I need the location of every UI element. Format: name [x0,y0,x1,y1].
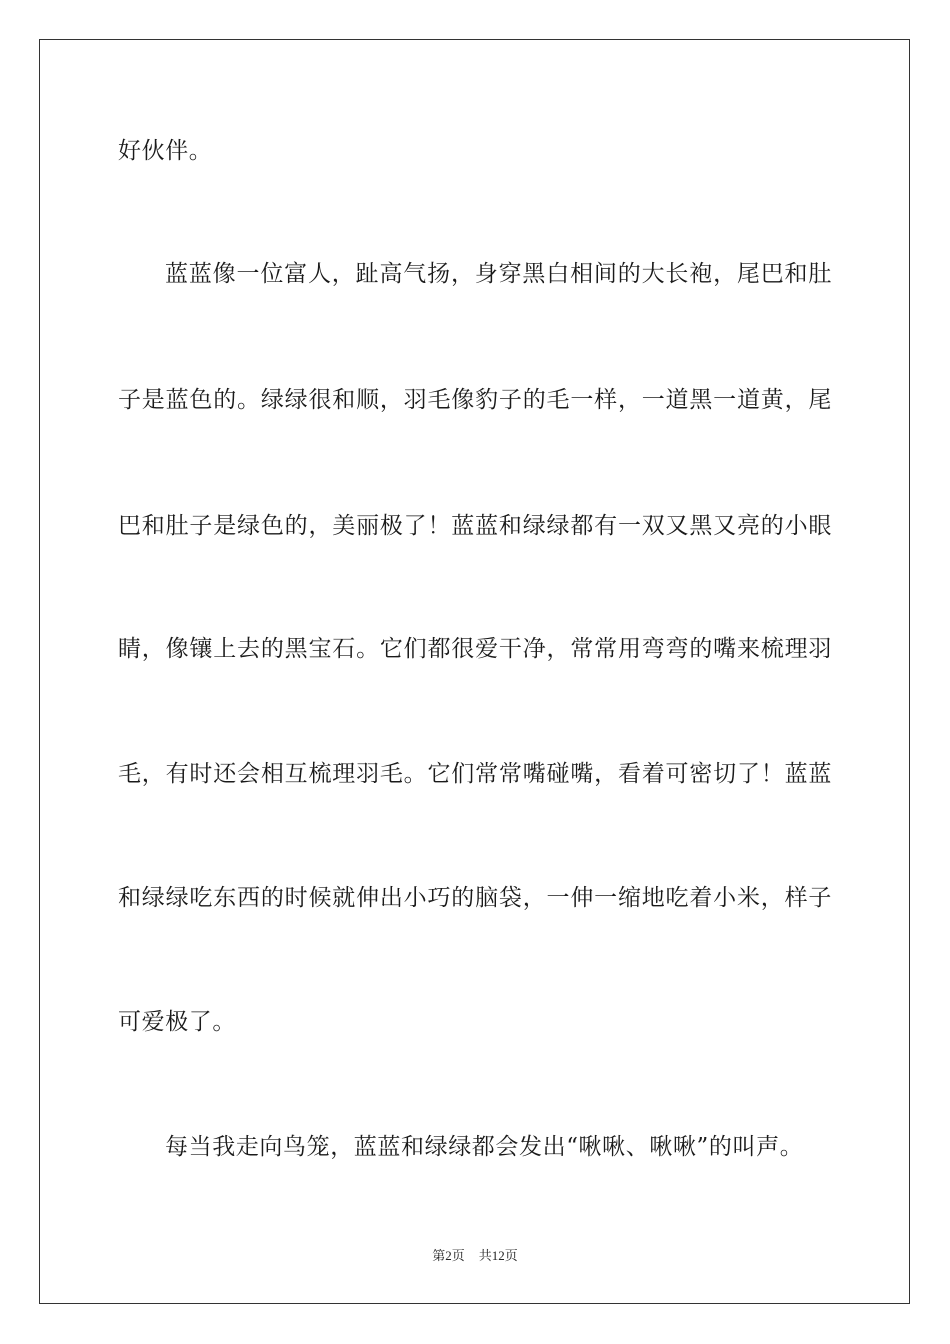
text-line: 每当我走向鸟笼，蓝蓝和绿绿都会发出“啾啾、啾啾”的叫声。 [165,1134,804,1160]
page-footer [0,1247,950,1265]
text-line: 睛，像镶上去的黑宝石。它们都很爱干净，常常用弯弯的嘴来梳理羽 [118,636,832,662]
page-number: 第2页 [432,1248,465,1263]
page-total: 共12页 [478,1248,518,1263]
text-line: 毛，有时还会相互梳理羽毛。它们常常嘴碰嘴，看着可密切了！蓝蓝 [118,761,832,787]
text-line: 巴和肚子是绿色的，美丽极了！蓝蓝和绿绿都有一双又黑又亮的小眼 [118,513,832,539]
text-line: 蓝蓝像一位富人，趾高气扬，身穿黑白相间的大长袍，尾巴和肚 [165,261,832,287]
text-line: 和绿绿吃东西的时候就伸出小巧的脑袋，一伸一缩地吃着小米，样子 [118,885,832,911]
text-line: 好伙伴。 [118,138,213,164]
page-frame [39,39,910,1304]
text-line: 子是蓝色的。绿绿很和顺，羽毛像豹子的毛一样，一道黑一道黄，尾 [118,387,832,413]
text-line: 可爱极了。 [118,1009,236,1035]
